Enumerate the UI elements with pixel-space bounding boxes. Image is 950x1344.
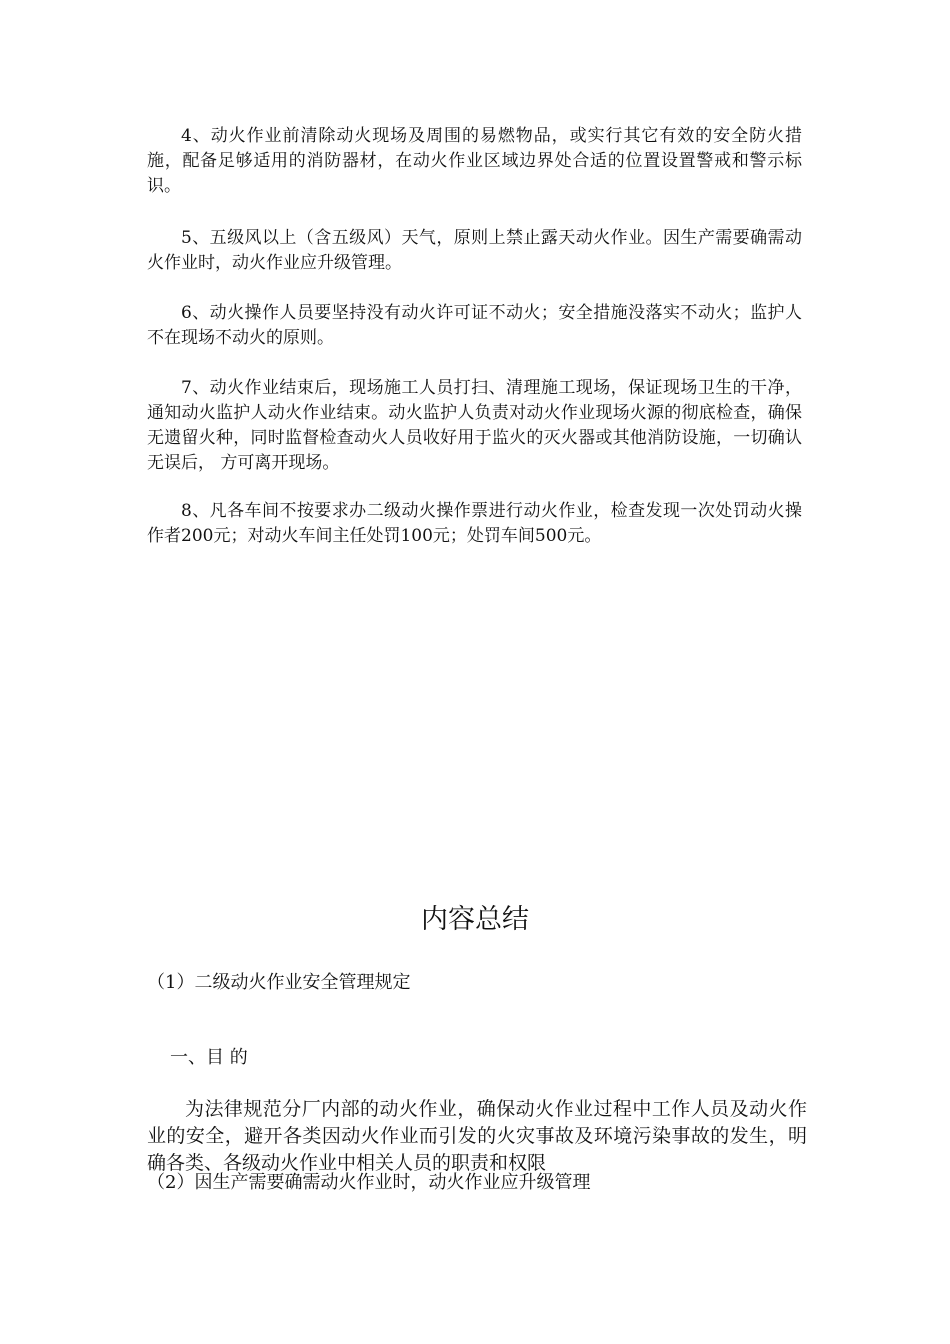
summary-item-1: （1）二级动火作业安全管理规定	[147, 972, 411, 993]
purpose-paragraph: 为法律规范分厂内部的动火作业，确保动火作业过程中工作人员及动火作业的安全，避开各类因动火作业而引发的火灾事故及环境污染事故的发生，明确各类、各级动火作业中相关人员的职责和权限	[147, 1098, 807, 1174]
section-heading-purpose: 一、目 的	[170, 1047, 248, 1068]
rule-paragraph-6: 6、动火操作人员要坚持没有动火许可证不动火；安全措施没落实不动火；监护人不在现场不动火的原则。	[147, 303, 802, 348]
summary-item-2: （2）因生产需要确需动火作业时，动火作业应升级管理	[147, 1172, 591, 1193]
rule-paragraph-8: 8、凡各车间不按要求办二级动火操作票进行动火作业，检查发现一次处罚动火操作者200元；对动火车间主任处罚100元；处罚车间500元。	[147, 501, 802, 546]
rule-paragraph-4: 4、动火作业前清除动火现场及周围的易燃物品，或实行其它有效的安全防火措施，配备足够适用的消防器材，在动火作业区域边界处合适的位置设置警戒和警示标识。	[147, 126, 802, 196]
rule-paragraph-5: 5、五级风以上（含五级风）天气，原则上禁止露天动火作业。因生产需要确需动火作业时，动火作业应升级管理。	[147, 228, 802, 273]
summary-title: 内容总结	[421, 904, 529, 935]
rule-paragraph-7: 7、动火作业结束后，现场施工人员打扫、清理施工现场，保证现场卫生的干净，通知动火监护人动火作业结束。动火监护人负责对动火作业现场火源的彻底检查，确保无遗留火种，同时监督检查动火人员收好用于监火的灭火器或其他消防设施，一切确认无误后， 方可离开现场。	[147, 378, 802, 473]
